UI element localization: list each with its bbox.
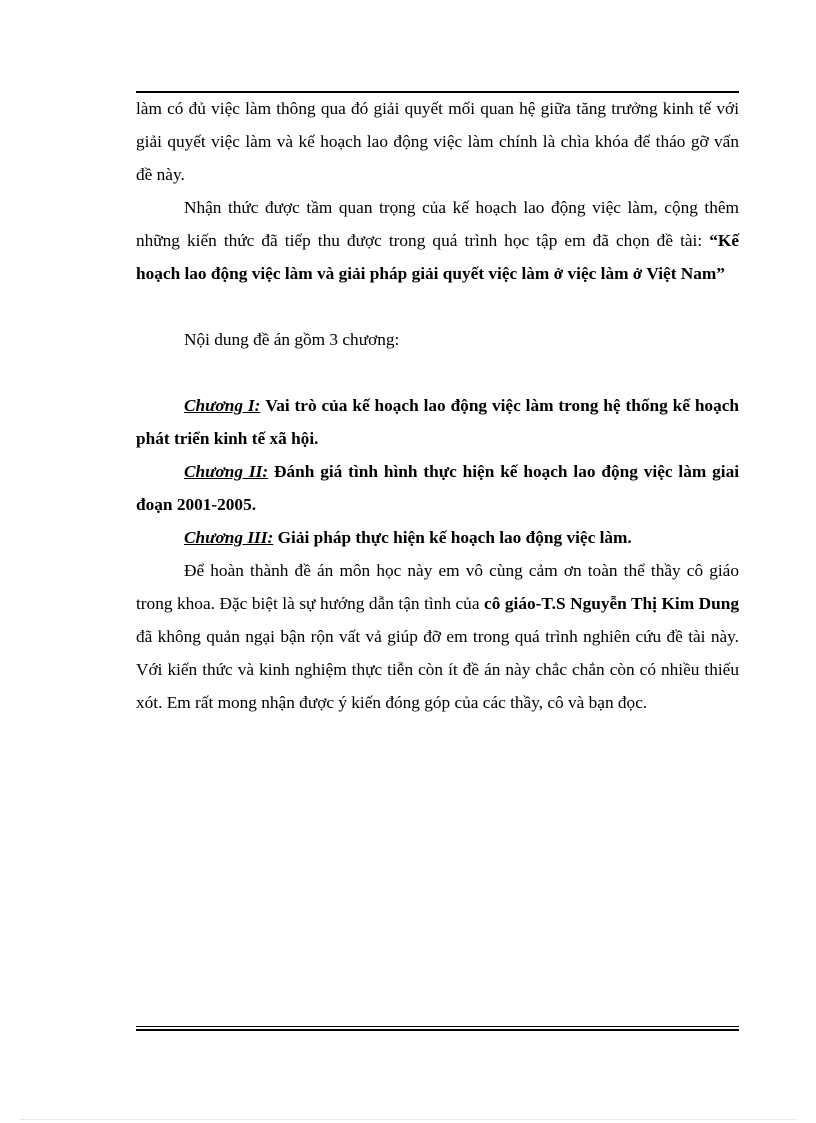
page-edge-dotted-line bbox=[20, 1119, 796, 1120]
paragraph-acknowledgement bbox=[136, 554, 739, 719]
chapter-item bbox=[136, 521, 739, 554]
thanks-text-start: Để hoàn thành đề án môn học này em vô cùng cảm ơn toàn thể thầy cô giáo trong khoa. Đặc biệt là sự hướng dẫn tận tình của bbox=[136, 561, 739, 613]
paragraph-continuation: làm có đủ việc làm thông qua đó giải quyết mối quan hệ giữa tăng trưởng kinh tế với giải quyết việc làm và kế hoạch lao động việc làm chính là chìa khóa để tháo gỡ vấn đề này. bbox=[136, 99, 739, 184]
blank-line bbox=[136, 356, 739, 389]
footer-rule-secondary bbox=[136, 1030, 739, 1031]
topic-intro-text: Nhận thức được tầm quan trọng của kế hoạch lao động việc làm, cộng thêm những kiến thức đã tiếp thu được trong quá trình học tập em đã chọn đề tài: bbox=[136, 198, 739, 250]
paragraph-topic bbox=[136, 191, 739, 290]
chapter-label: Chương I: bbox=[184, 396, 261, 415]
document-body bbox=[136, 92, 739, 719]
advisor-name: cô giáo-T.S Nguyễn Thị Kim Dung bbox=[484, 594, 739, 613]
topic-title: “Kế hoạch lao động việc làm và giải pháp giải quyết việc làm ở việc làm ở Việt Nam” bbox=[136, 231, 739, 283]
chapter-item bbox=[136, 389, 739, 455]
thanks-text-end: đã không quản ngại bận rộn vất vả giúp đỡ em trong quá trình nghiên cứu đề tài này. Với kiến thức và kinh nghiệm thực tiễn còn ít đề án này chắc chắn còn có nhiều thiếu xót. Em rất mong nhận được ý kiến đóng góp của các thầy, cô và bạn đọc. bbox=[136, 627, 739, 712]
chapters-intro: Nội dung đề án gồm 3 chương: bbox=[184, 330, 400, 349]
blank-line bbox=[136, 290, 739, 323]
chapter-title: Vai trò của kế hoạch lao động việc làm trong hệ thống kế hoạch phát triển kinh tế xã hội. bbox=[136, 396, 739, 448]
chapter-label: Chương III: bbox=[184, 528, 274, 547]
chapter-title: Đánh giá tình hình thực hiện kế hoạch lao động việc làm giai đoạn 2001-2005. bbox=[136, 462, 740, 514]
chapter-label: Chương II: bbox=[184, 462, 269, 481]
chapter-title: Giải pháp thực hiện kế hoạch lao động việc làm. bbox=[277, 528, 632, 547]
chapter-item bbox=[136, 455, 739, 521]
